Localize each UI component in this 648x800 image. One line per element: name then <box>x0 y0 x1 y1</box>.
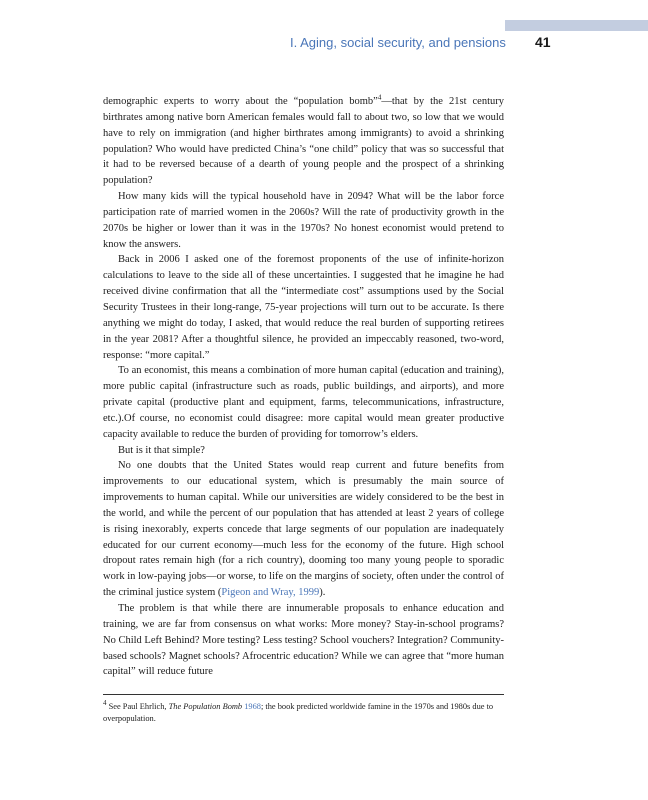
footnote: $^4$ See Paul Ehrlich, The Population Bomb 1968; the book predicted worldwide famine in the 1970s and 1980s due to overpopulation. <box>103 699 494 723</box>
paragraph-2: How many kids will the typical household have in 2094? What will be the labor force participation rate of married women in the 2060s? Will the rate of productivity growth in the 2070s be higher or lower than it was in the 1970s? No honest economist would pretend to know the answers. <box>103 191 504 250</box>
body-text <box>103 94 504 680</box>
paragraph-6: No one doubts that the United States would reap current and future benefits from improvements to our educational system, which is presumably the main source of improvements to human capital. While our universities are widely considered to be the best in the world, and while the percent of our population that has attended at least 2 years of college is rising inexorably, experts concede that large segments of our population are inadequately educated for our current economy—much less for the economy of the future. High school dropout rates remain high (for a rich country), dooming too many young people to sporadic work in low-paying jobs—or worse, to life on the margins of society, often under the control of the criminal justice system (Pigeon and Wray, 1999). <box>103 460 504 599</box>
footnote-reference[interactable]: 4 <box>377 93 382 102</box>
citation-link[interactable]: Pigeon and Wray, 1999 <box>221 587 320 599</box>
paragraph-7: The problem is that while there are innumerable proposals to enhance education and training, we are far from consensus on what works: More money? Stay-in-school programs? No Child Left Behind? More testing? Less testing? School vouchers? Integration? Community-based schools? Magnet schools? Afrocentric education? While we can agree that “more human capital” will reduce future <box>103 603 504 678</box>
paragraph-5: But is it that simple? <box>118 444 205 456</box>
paragraph-4: To an economist, this means a combination of more human capital (education and training), more public capital (infrastructure such as roads, public buildings, and airports), and more private capital (productive plant and equipment, farms, telecommunications, infrastructure, etc.).Of course, no economist could disagree: more capital would mean greater productive capacity available to reduce the burden of providing for tomorrow’s elders. <box>103 365 504 440</box>
paragraph-3: Back in 2006 I asked one of the foremost proponents of the use of infinite-horizon calculations to leave to the side all of these uncertainties. I suggested that he imagine he had received divine confirmation that all the “intermediate cost” assumptions used by the Social Security Trustees in their long-range, 75-year projections will turn out to be accurate. Is there anything we might do today, I asked, that would reduce the real burden of supporting retirees in the year 2081? After a thoughtful silence, he provided an impeccably reasoned, two-word, response: “more capital.” <box>103 254 504 361</box>
footnote-divider <box>103 694 504 695</box>
header-accent-bar <box>505 20 648 31</box>
page-number: 41 <box>535 34 551 50</box>
book-title: The Population Bomb <box>168 702 243 711</box>
running-header-chapter: I. Aging, social security, and pensions <box>290 35 506 50</box>
citation-year-link[interactable]: 1968 <box>244 702 261 711</box>
footnote-marker: 4 <box>103 699 107 708</box>
paragraph-1: demographic experts to worry about the “population bomb”$^4$—that by the 21st century birthrates among native born American females would fall to about two, so low that we would have to rely on immigration (and higher birthrates among immigrants) to avoid a shrinking population? Who would have predicted China’s “one child” policy that was so successful that it had to be reversed because of a dearth of young people and the prospect of a shrinking population? <box>103 93 504 187</box>
